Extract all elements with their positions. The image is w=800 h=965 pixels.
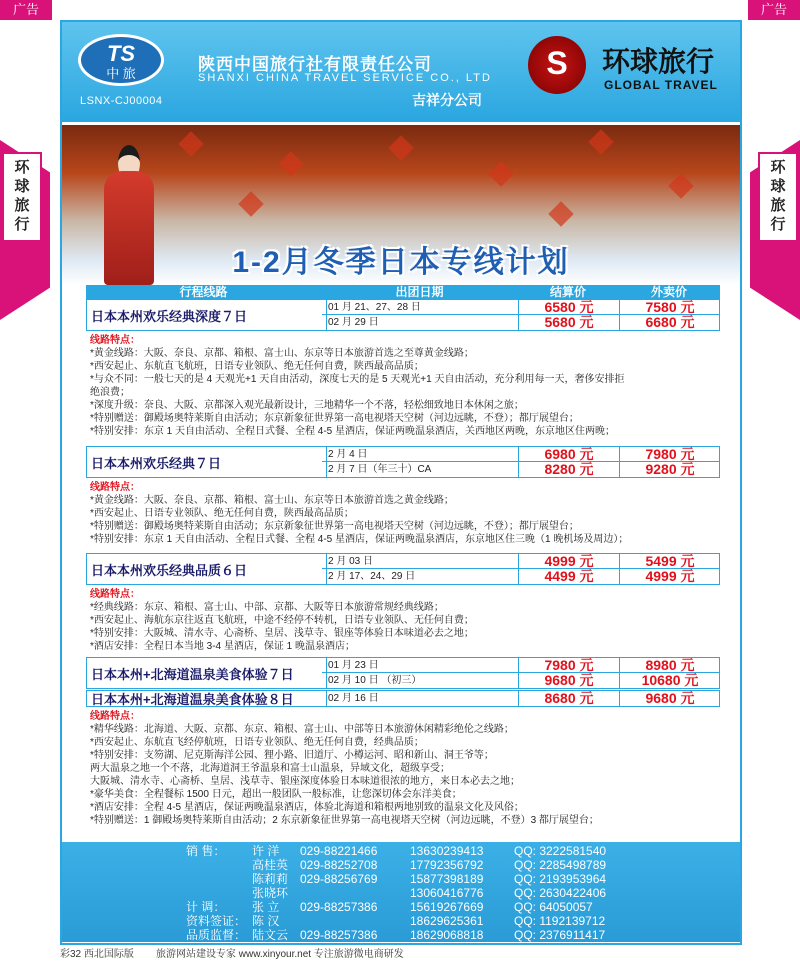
table-row: [322, 691, 719, 706]
note-line: *西安起止、东航直飞航班，日语专业领队、绝无任何自费，陕西最高品质；: [90, 361, 424, 372]
cts-logo-icon: [78, 34, 164, 86]
maple-leaf-icon: [278, 151, 303, 176]
table-header: [86, 285, 720, 299]
company-name-cn: 陕西中国旅行社有限责任公司: [198, 55, 432, 74]
departure-date: 01 月 23 日: [328, 660, 379, 671]
note-line: *与众不同：一般七天的是 4 天观光+1 天自由活动，深度七天的是 5 天观光+1 天自由活动，充分利用每一天，奢侈安排拒: [90, 374, 625, 385]
table-row: [322, 673, 719, 688]
settle-price: 6580 元: [518, 300, 619, 315]
route-name: 日本本州欢乐经典７日: [87, 447, 327, 477]
maple-leaf-icon: [388, 135, 413, 160]
page-number: 彩32 西北国际版: [60, 949, 134, 960]
note-line: *特别赠送：1 御殿场奥特莱斯自由活动；2 东京新象征世界第一高电视塔天空树（河边远眺，不登）3 都厅展望台；: [90, 815, 599, 826]
settle-price: 8680 元: [518, 691, 619, 706]
side-label-right: [758, 152, 798, 242]
col-settle: 结算价: [549, 285, 586, 299]
note-line: *黄金线路：大阪、奈良、京都、箱根、富士山、东京等日本旅游首选之至尊黄金线路；: [90, 348, 474, 359]
retail-price: 8980 元: [619, 658, 720, 673]
banner-image: [62, 125, 740, 285]
header: [62, 22, 740, 122]
maple-leaf-icon: [178, 131, 203, 156]
maple-leaf-icon: [238, 191, 263, 216]
route-name: 日本本州欢乐经典深度７日: [87, 300, 327, 330]
notes-title: 线路特点：: [90, 711, 140, 722]
table-row: [322, 658, 719, 673]
note-line: *西安起止、东航直飞经停航班，日语专业领队、绝无任何自费，经典品质；: [90, 737, 424, 748]
table-row: [322, 447, 719, 462]
retail-price: 4999 元: [619, 569, 720, 584]
maple-leaf-icon: [548, 201, 573, 226]
logo-mark: TS: [106, 41, 136, 66]
col-date: 出团日期: [395, 285, 444, 299]
departure-date: 2 月 4 日: [328, 449, 368, 460]
note-line: *特别安排：东京 1 天自由活动、全程日式餐、全程 4-5 星酒店，保证两晚温泉酒店，东京地区住三晚（1 晚机场及周边）；: [90, 534, 629, 545]
note-line: *深度升级：奈良、大阪、京都深入观光最新设计，三地精华一个不落，轻松细致地日本休闲之旅；: [90, 400, 524, 411]
route-notes: [90, 334, 720, 438]
route-notes: [90, 481, 720, 546]
route-group: [86, 446, 720, 478]
table-row: [322, 462, 719, 477]
route-name: 日本本州+北海道温泉美食体验８日: [87, 691, 327, 706]
footer-text: 旅游网站建设专家 www.xinyour.net 专注旅游微电商研发: [156, 949, 404, 960]
table-row: [322, 554, 719, 569]
settle-price: 6980 元: [518, 447, 619, 462]
settle-price: 4499 元: [518, 569, 619, 584]
departure-date: 2 月 7 日（年三十）CA: [328, 464, 432, 475]
route-group: [86, 553, 720, 585]
contact-panel: [62, 842, 740, 942]
retail-price: 9680 元: [619, 691, 720, 706]
license-code: LSNX-CJ00004: [80, 95, 163, 107]
note-line: 绝浪费；: [90, 387, 130, 398]
partner-name-cn: 环球旅行: [602, 46, 715, 77]
departure-date: 02 月 29 日: [328, 317, 379, 328]
note-line: 大阪城、清水寺、心斋桥、皇居、浅草寺、银座深度体验日本味道很浓的地方，来日本必去之地；: [90, 776, 520, 787]
note-line: *酒店安排：全程 4-5 星酒店，保证两晚温泉酒店，体验北海道和箱根两地别致的温泉文化及风俗；: [90, 802, 524, 813]
side-text-left: 环 球 旅 行: [14, 159, 30, 233]
company-name-en: SHANXI CHINA TRAVEL SERVICE CO., LTD: [198, 72, 492, 84]
route-group: [86, 657, 720, 689]
side-label-left: [2, 152, 42, 242]
route-name: 日本本州+北海道温泉美食体验７日: [87, 658, 327, 688]
contact-row: 销 售： 许 洋 029-88221466 13630239413 QQ: 3222581540: [186, 844, 607, 858]
retail-price: 7980 元: [619, 447, 720, 462]
settle-price: 4999 元: [518, 554, 619, 569]
partner-name-en: GLOBAL TRAVEL: [604, 78, 718, 92]
contact-row: 品质监督： 陆文云 029-88257386 18629068818 QQ: 2376911417: [186, 928, 606, 942]
contact-row: 张晓环 13060416776 QQ: 2630422406: [252, 886, 607, 900]
note-line: 两大温泉之地一个不落，北海道洞王爷温泉和富士山温泉，异域文化，超级享受；: [90, 763, 450, 774]
retail-price: 9280 元: [619, 462, 720, 477]
route-group: [86, 299, 720, 331]
note-line: *西安起止、海航东京往返直飞航班，中途不经停不转机，日语专业领队、无任何自费；: [90, 615, 474, 626]
note-line: *精华线路：北海道、大阪、京都、东京、箱根、富士山、中部等日本旅游休闲精彩绝伦之线路；: [90, 724, 514, 735]
company-branch: 吉祥分公司: [412, 92, 482, 108]
notes-title: 线路特点：: [90, 589, 140, 600]
table-row: [322, 315, 719, 330]
contact-row: 陈莉莉 029-88256769 15877398189 QQ: 2193953964: [252, 872, 607, 886]
notes-title: 线路特点：: [90, 482, 140, 493]
departure-date: 01 月 21、27、28 日: [328, 302, 421, 313]
settle-price: 5680 元: [518, 315, 619, 330]
note-line: *豪华美食：全程餐标 1500 日元，超出一般团队一般标准，让您深切体会东洋美食；: [90, 789, 462, 800]
retail-price: 10680 元: [619, 673, 720, 688]
departure-date: 02 月 10 日 （初三）: [328, 675, 422, 686]
settle-price: 9680 元: [518, 673, 619, 688]
col-retail: 外卖价: [650, 285, 687, 299]
table-row: [322, 569, 719, 584]
ad-tag-left: 广告: [0, 0, 52, 20]
contact-row: 高桂英 029-88252708 17792356792 QQ: 2285498789: [252, 858, 607, 872]
global-travel-logo-icon: S: [528, 36, 586, 94]
note-line: *特别安排：大阪城、清水寺、心斋桥、皇居、浅草寺、银座等体验日本味道必去之地；: [90, 628, 474, 639]
side-text-right: 环 球 旅 行: [770, 159, 786, 233]
settle-price: 8280 元: [518, 462, 619, 477]
footer: [60, 946, 742, 964]
contact-row: 资料签证： 陈 汉 18629625361 QQ: 1192139712: [186, 914, 606, 928]
table-row: [322, 300, 719, 315]
departure-date: 2 月 03 日: [328, 556, 374, 567]
note-line: *酒店安排：全程日本当地 3-4 星酒店，保证 1 晚温泉酒店；: [90, 641, 356, 652]
retail-price: 6680 元: [619, 315, 720, 330]
route-notes: [90, 710, 720, 827]
ad-tag-right: 广告: [748, 0, 800, 20]
maple-leaf-icon: [488, 161, 513, 186]
maple-leaf-icon: [668, 173, 693, 198]
contact-row: 计 调： 张 立 029-88257386 15619267669 QQ: 64050057: [186, 900, 593, 914]
note-line: *特别赠送：御殿场奥特莱斯自由活动；东京新象征世界第一高电视塔天空树（河边远眺，不登）；都厅展望台；: [90, 521, 579, 532]
route-notes: [90, 588, 720, 653]
note-line: *特别赠送：御殿场奥特莱斯自由活动；东京新象征世界第一高电视塔天空树（河边远眺，不登）；都厅展望台；: [90, 413, 579, 424]
note-line: *西安起止、日语专业领队、绝无任何自费，陕西最高品质；: [90, 508, 354, 519]
note-line: *特别安排：东京 1 天自由活动、全程日式餐、全程 4-5 星酒店，保证两晚温泉酒店，关西地区两晚，东京地区住两晚；: [90, 426, 616, 437]
col-route: 行程线路: [179, 285, 228, 299]
retail-price: 7580 元: [619, 300, 720, 315]
route-group: [86, 690, 720, 707]
departure-date: 2 月 17、24、29 日: [328, 571, 416, 582]
note-line: *黄金线路：大阪、奈良、京都、箱根、富士山、东京等日本旅游首选之黄金线路；: [90, 495, 454, 506]
maple-leaf-icon: [588, 129, 613, 154]
retail-price: 5499 元: [619, 554, 720, 569]
note-line: *经典线路：东京、箱根、富士山、中部、京都、大阪等日本旅游常规经典线路；: [90, 602, 444, 613]
note-line: *特别安排：支笏湖、尼克斯海洋公园、狸小路、旧道厅、小樽运河、昭和新山、洞王爷等；: [90, 750, 494, 761]
notes-title: 线路特点：: [90, 335, 140, 346]
route-name: 日本本州欢乐经典品质６日: [87, 554, 327, 584]
departure-date: 02 月 16 日: [328, 693, 379, 704]
page-title: 1-2月冬季日本专线计划: [232, 246, 570, 279]
logo-sub: 中 旅: [106, 66, 136, 81]
settle-price: 7980 元: [518, 658, 619, 673]
